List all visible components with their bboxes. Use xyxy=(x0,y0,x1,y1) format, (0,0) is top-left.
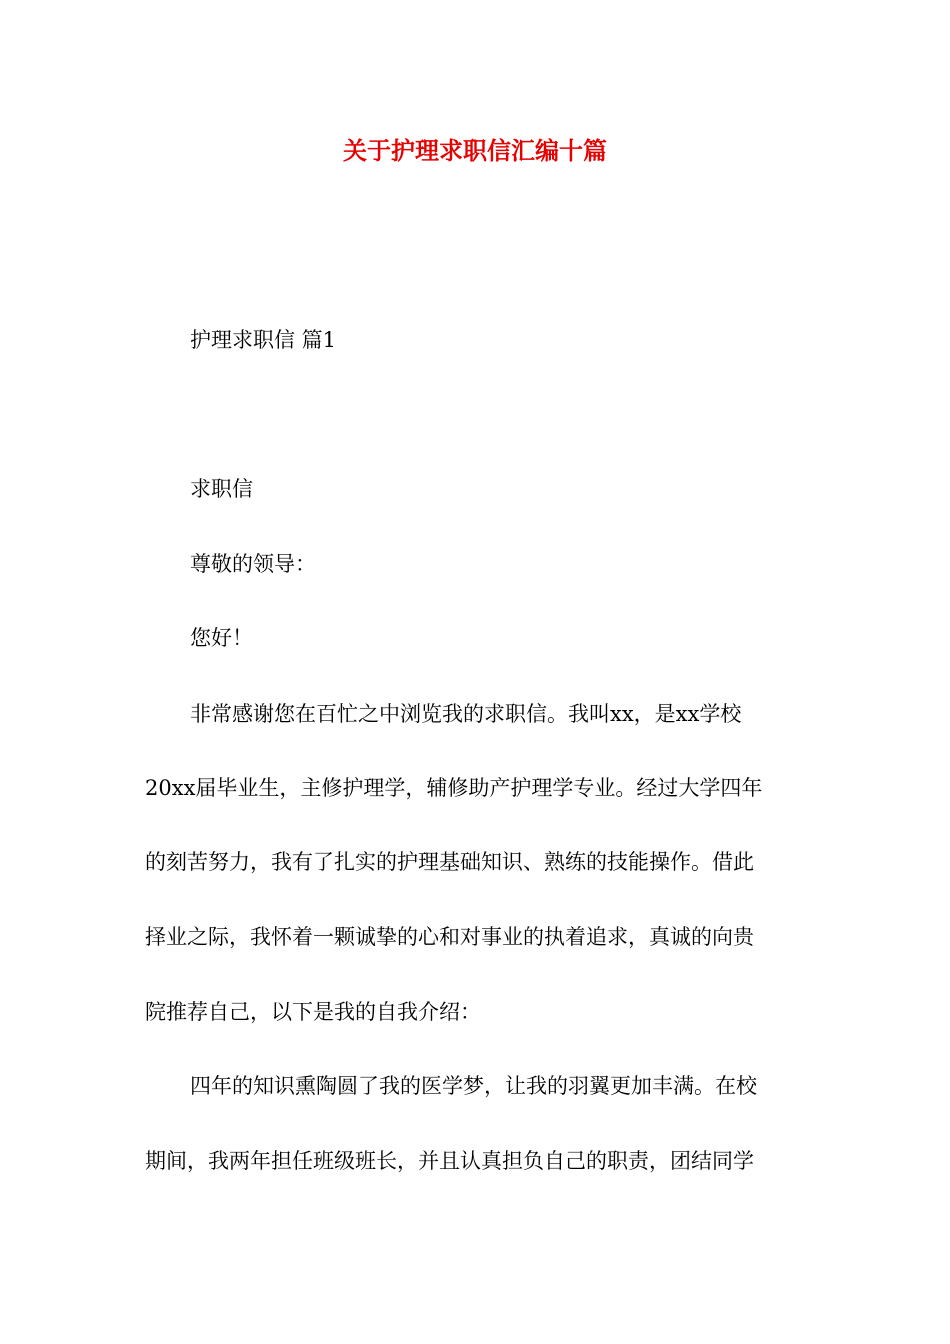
paragraph-line: 非常感谢您在百忙之中浏览我的求职信。我叫xx，是xx学校 xyxy=(190,702,742,726)
paragraph-line: 院推荐自己，以下是我的自我介绍： xyxy=(145,1000,481,1024)
paragraph-line: 20xx届毕业生，主修护理学，辅修助产护理学专业。经过大学四年 xyxy=(145,776,763,800)
paragraph-line: 期间，我两年担任班级班长，并且认真担负自己的职责，团结同学 xyxy=(145,1149,754,1173)
section-heading: 护理求职信 篇1 xyxy=(190,328,337,352)
greeting: 您好！ xyxy=(190,626,253,650)
paragraph-line: 择业之际，我怀着一颗诚挚的心和对事业的执着追求，真诚的向贵 xyxy=(145,925,754,949)
paragraph-line: 四年的知识熏陶圆了我的医学梦，让我的羽翼更加丰满。在校 xyxy=(190,1074,757,1098)
letter-title: 求职信 xyxy=(190,477,253,501)
paragraph-line: 的刻苦努力，我有了扎实的护理基础知识、熟练的技能操作。借此 xyxy=(145,850,754,874)
salutation: 尊敬的领导： xyxy=(190,552,316,576)
document-title: 关于护理求职信汇编十篇 xyxy=(343,136,607,165)
